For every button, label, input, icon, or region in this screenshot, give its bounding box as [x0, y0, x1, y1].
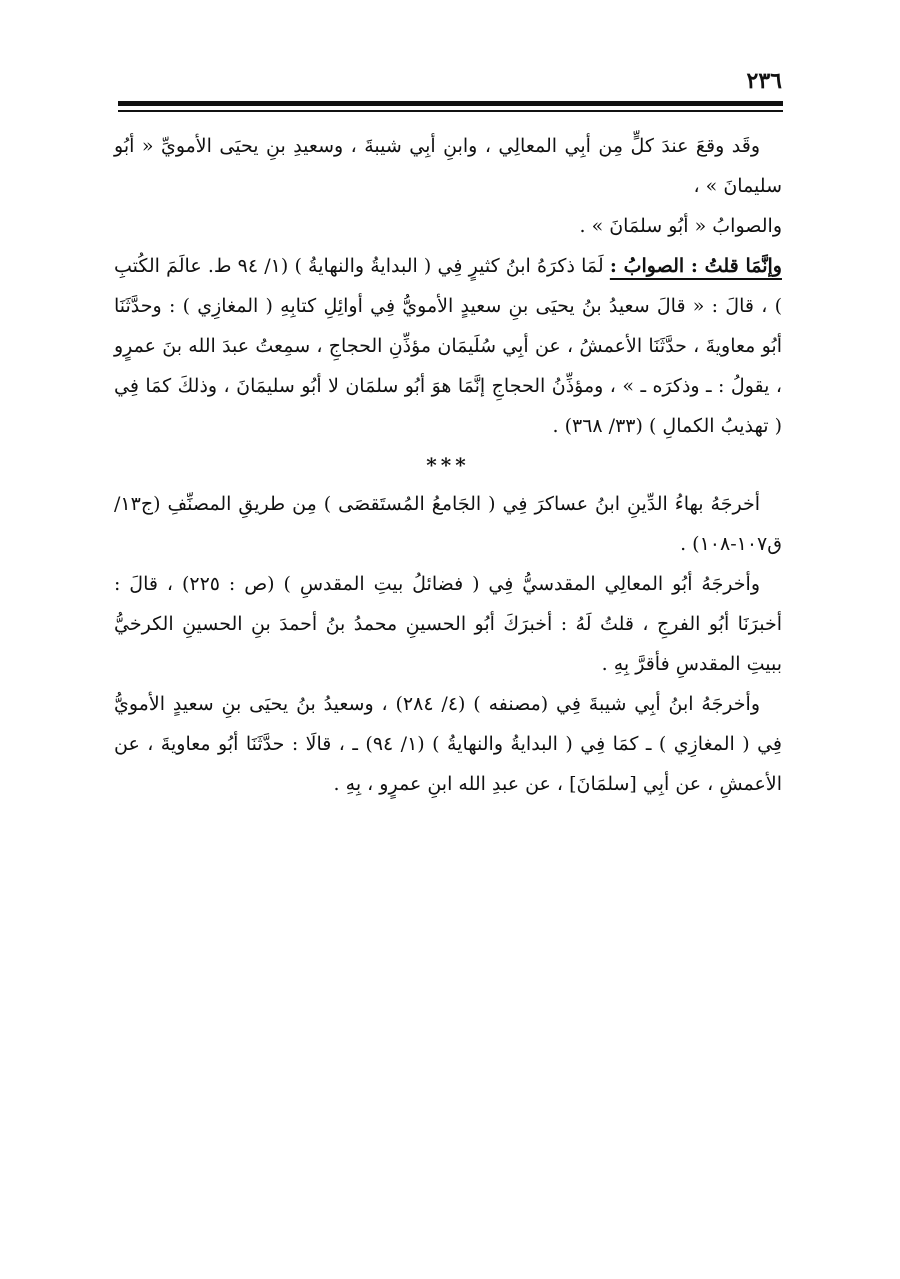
- header-rule-thin: [118, 110, 783, 112]
- paragraph-1: [114, 126, 782, 246]
- paragraph-2-lead: وإنَّمَا قلتُ : الصوابُ :: [609, 255, 782, 277]
- paragraph-1-line-1: وقَد وقعَ عندَ كلٍّ مِن أبِي المعالِي ، وابنِ أبِي شيبةَ ، وسعيدِ بنِ يحيَى الأمويِّ « أبُو سليمانَ » ،: [114, 135, 782, 197]
- paragraph-4: وأخرجَهُ أبُو المعالِي المقدسيُّ فِي ( فضائلُ بيتِ المقدسِ ) (ص : ٢٢٥) ، قالَ : أخبرَنَا أبُو الفرجِ ، قلتُ لَهُ : أخبرَكَ أبُو الحسينِ محمدُ بنُ أحمدَ بنِ الحسينِ الكرخيُّ ببيتِ المقدسِ فأقرَّ بِهِ .: [114, 573, 782, 675]
- page-number: ٢٣٦: [746, 68, 782, 94]
- header-rule-thick: [118, 101, 783, 106]
- paragraph-5: وأخرجَهُ ابنُ أبِي شيبةَ فِي (مصنفه ) (٤/ ٢٨٤) ، وسعيدُ بنُ يحيَى بنِ سعيدٍ الأمويُّ فِي ( المغازِي ) ـ كمَا فِي ( البدايةُ والنهايةُ ) (١/ ٩٤) ـ ، قالَا : حدَّثَنَا أبُو معاويةَ ، عن الأعمشِ ، عن أبِي [سلمَانَ] ، عن عبدِ الله ابنِ عمرٍو ، بِهِ .: [114, 693, 782, 795]
- paragraph-2: [114, 246, 782, 446]
- section-separator: ***: [426, 453, 470, 477]
- paragraph-2-text: لَمَا ذكرَهُ ابنُ كثيرٍ فِي ( البدايةُ والنهايةُ ) (١/ ٩٤ ط. عالَمَ الكُتبِ ) ، قالَ : « قالَ سعيدُ بنُ يحيَى بنِ سعيدٍ الأمويُّ فِي أوائِلِ كتابِهِ ( المغازِي ) : وحدَّثَنَا أبُو معاويةَ ، حدَّثَنَا الأعمشُ ، عن أبِي سُلَيمَان مؤذِّنِ الحجاجِ ، سمِعتُ عبدَ الله بنَ عمرٍو ، يقولُ : ـ وذكرَه ـ » ، ومؤذِّنُ الحجاجِ إنَّمَا هوَ أبُو سلمَان لا أبُو سليمَانَ ، وذلكَ كمَا فِي ( تهذيبُ الكمالِ ) (٣٣/ ٣٦٨) .: [114, 255, 782, 437]
- paragraph-1-line-2: والصوابُ « أبُو سلمَانَ » .: [579, 215, 782, 237]
- page-body: [114, 126, 782, 804]
- paragraph-3: أخرجَهُ بهاءُ الدِّينِ ابنُ عساكرَ فِي ( الجَامعُ المُستَقصَى ) مِن طريقِ المصنِّفِ (ج١٣/ ق١٠٧-١٠٨) .: [114, 493, 782, 555]
